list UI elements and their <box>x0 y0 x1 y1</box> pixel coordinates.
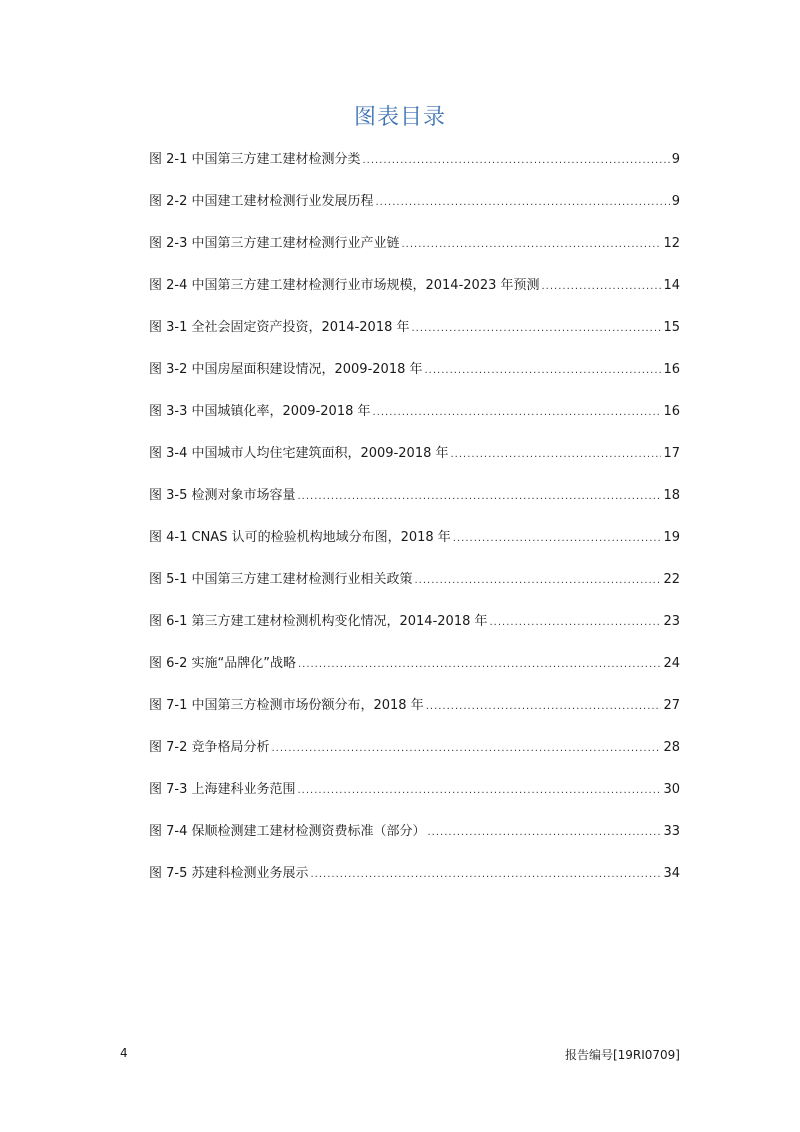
toc-entry-label: 图 3-1 全社会固定资产投资，2014-2018 年 <box>149 320 410 335</box>
toc-entry-page: 9 <box>671 152 680 167</box>
toc-entry-page: 23 <box>663 614 680 629</box>
figure-toc <box>149 150 680 906</box>
toc-leader-dots <box>272 738 662 759</box>
toc-leader-dots <box>311 864 662 885</box>
toc-leader-dots <box>428 822 662 843</box>
toc-leader-dots <box>426 696 662 717</box>
toc-leader-dots <box>298 486 662 507</box>
toc-entry-label: 图 2-4 中国第三方建工建材检测行业市场规模，2014-2023 年预测 <box>149 278 540 293</box>
toc-entry-label: 图 7-1 中国第三方检测市场份额分布，2018 年 <box>149 698 424 713</box>
toc-entry-label: 图 4-1 CNAS 认可的检验机构地域分布图，2018 年 <box>149 530 451 545</box>
toc-entry[interactable] <box>149 402 680 444</box>
page-number: 4 <box>120 1046 128 1060</box>
toc-leader-dots <box>412 318 662 339</box>
toc-entry-label: 图 3-3 中国城镇化率，2009-2018 年 <box>149 404 371 419</box>
toc-entry[interactable] <box>149 444 680 486</box>
toc-entry-page: 24 <box>663 656 680 671</box>
toc-entry[interactable] <box>149 822 680 864</box>
toc-entry-page: 28 <box>663 740 680 755</box>
toc-entry-label: 图 7-3 上海建科业务范围 <box>149 782 296 797</box>
toc-entry-page: 9 <box>671 194 680 209</box>
toc-entry-page: 12 <box>663 236 680 251</box>
toc-entry-label: 图 2-2 中国建工建材检测行业发展历程 <box>149 194 374 209</box>
toc-entry[interactable] <box>149 486 680 528</box>
toc-entry-page: 15 <box>663 320 680 335</box>
toc-leader-dots <box>451 444 662 465</box>
toc-leader-dots <box>373 402 662 423</box>
toc-entry[interactable] <box>149 654 680 696</box>
toc-leader-dots <box>453 528 662 549</box>
toc-entry[interactable] <box>149 780 680 822</box>
toc-entry-label: 图 2-3 中国第三方建工建材检测行业产业链 <box>149 236 400 251</box>
toc-entry-page: 14 <box>663 278 680 293</box>
toc-entry[interactable] <box>149 864 680 906</box>
toc-leader-dots <box>425 360 662 381</box>
toc-entry-page: 17 <box>663 446 680 461</box>
toc-leader-dots <box>415 570 662 591</box>
toc-entry[interactable] <box>149 318 680 360</box>
toc-entry[interactable] <box>149 528 680 570</box>
toc-entry-label: 图 3-4 中国城市人均住宅建筑面积，2009-2018 年 <box>149 446 449 461</box>
toc-leader-dots <box>376 192 670 213</box>
toc-leader-dots <box>298 654 661 675</box>
toc-entry[interactable] <box>149 150 680 192</box>
toc-leader-dots <box>490 612 662 633</box>
toc-entry-page: 27 <box>663 698 680 713</box>
toc-entry[interactable] <box>149 696 680 738</box>
toc-entry-page: 16 <box>663 362 680 377</box>
toc-entry[interactable] <box>149 738 680 780</box>
toc-entry[interactable] <box>149 192 680 234</box>
toc-entry-label: 图 6-1 第三方建工建材检测机构变化情况，2014-2018 年 <box>149 614 488 629</box>
toc-entry-page: 16 <box>663 404 680 419</box>
toc-entry-page: 19 <box>663 530 680 545</box>
toc-entry[interactable] <box>149 570 680 612</box>
toc-leader-dots <box>402 234 662 255</box>
page-title: 图表目录 <box>353 105 446 130</box>
toc-entry-page: 22 <box>663 572 680 587</box>
toc-entry-label: 图 7-4 保顺检测建工建材检测资费标准（部分） <box>149 824 426 839</box>
toc-entry-label: 图 2-1 中国第三方建工建材检测分类 <box>149 152 361 167</box>
toc-entry-page: 34 <box>663 866 680 881</box>
toc-entry[interactable] <box>149 276 680 318</box>
toc-entry[interactable] <box>149 360 680 402</box>
toc-entry-label: 图 6-2 实施“品牌化”战略 <box>149 656 296 671</box>
toc-entry-label: 图 7-5 苏建科检测业务展示 <box>149 866 309 881</box>
toc-leader-dots <box>363 150 670 171</box>
toc-entry-label: 图 7-2 竞争格局分析 <box>149 740 270 755</box>
toc-entry-page: 33 <box>663 824 680 839</box>
toc-entry[interactable] <box>149 612 680 654</box>
toc-entry-label: 图 5-1 中国第三方建工建材检测行业相关政策 <box>149 572 413 587</box>
toc-entry-label: 图 3-2 中国房屋面积建设情况，2009-2018 年 <box>149 362 423 377</box>
toc-leader-dots <box>298 780 662 801</box>
toc-entry-page: 30 <box>663 782 680 797</box>
toc-entry-label: 图 3-5 检测对象市场容量 <box>149 488 296 503</box>
report-id: 报告编号[19RI0709] <box>564 1048 680 1062</box>
toc-leader-dots <box>542 276 662 297</box>
toc-entry[interactable] <box>149 234 680 276</box>
toc-entry-page: 18 <box>663 488 680 503</box>
